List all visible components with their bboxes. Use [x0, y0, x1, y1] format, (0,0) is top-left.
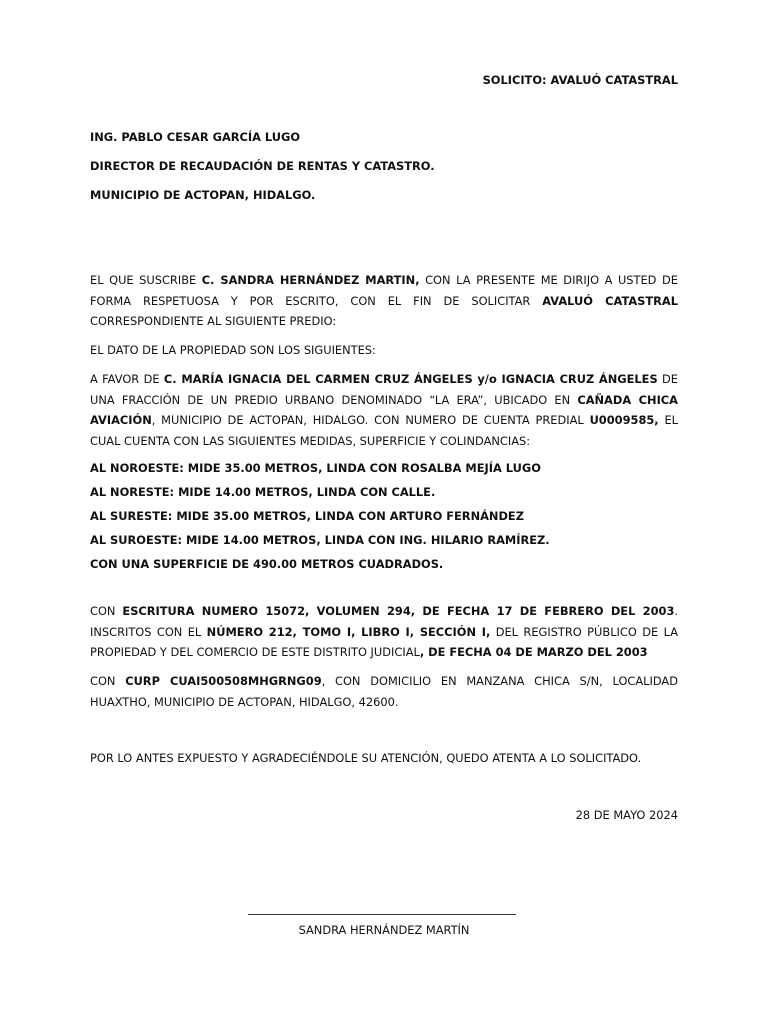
closing-line: POR LO ANTES EXPUESTO Y AGRADECIÉNDOLE SU ATENCIÓN, QUEDO ATENTA A LO SOLICITADO.: [90, 751, 642, 765]
medida-line: AL SUROESTE: MIDE 14.00 METROS, LINDA CON ING. HILARIO RAMÍREZ.: [90, 533, 550, 547]
recipient-name: ING. PABLO CESAR GARCÍA LUGO: [90, 130, 301, 144]
intro-paragraph: EL QUE SUSCRIBE C. SANDRA HERNÁNDEZ MARTIN, CON LA PRESENTE ME DIRIJO A USTED DE FORMA RESPETUOSA Y POR ESCRITO, CON EL FIN DE SOLICITAR AVALUÓ CATASTRAL CORRESPONDIENTE AL SIGUIENTE PREDIO:: [90, 273, 678, 328]
signature-line: [248, 914, 516, 915]
curp-paragraph: CON CURP CUAI500508MHGRNG09, CON DOMICILIO EN MANZANA CHICA S/N, LOCALIDAD HUAXTHO, MUNICIPIO DE ACTOPAN, HIDALGO, 42600.: [90, 674, 679, 709]
recipient-position: DIRECTOR DE RECAUDACIÓN DE RENTAS Y CATASTRO.: [90, 159, 435, 173]
superficie-line: CON UNA SUPERFICIE DE 490.00 METROS CUADRADOS.: [90, 557, 444, 571]
subject-line: SOLICITO: AVALUÓ CATASTRAL: [482, 73, 678, 87]
favor-paragraph: A FAVOR DE C. MARÍA IGNACIA DEL CARMEN CRUZ ÁNGELES y/o IGNACIA CRUZ ÁNGELES DE UNA FRACCIÓN DE UN PREDIO URBANO DENOMINADO “LA ERA”, UBICADO EN CAÑADA CHICA AVIACIÓN, MUNICIPIO DE ACTOPAN, HIDALGO. CON NUMERO DE CUENTA PREDIAL U0009585, EL CUAL CUENTA CON LAS SIGUIENTES MEDIDAS, SUPERFICIE Y COLINDANCIAS:: [90, 372, 678, 448]
escritura-paragraph: CON ESCRITURA NUMERO 15072, VOLUMEN 294, DE FECHA 17 DE FEBRERO DEL 2003. INSCRITOS CON EL NÚMERO 212, TOMO I, LIBRO I, SECCIÓN I, DEL REGISTRO PÚBLICO DE LA PROPIEDAD Y DEL COMERCIO DE ESTE DISTRITO JUDICIAL, DE FECHA 04 DE MARZO DEL 2003: [90, 604, 678, 659]
property-data-heading: EL DATO DE LA PROPIEDAD SON LOS SIGUIENTES:: [90, 343, 376, 357]
medida-line: AL SURESTE: MIDE 35.00 METROS, LINDA CON ARTURO FERNÁNDEZ: [90, 509, 524, 523]
signature-name: SANDRA HERNÁNDEZ MARTÍN: [298, 923, 470, 937]
medida-line: AL NORESTE: MIDE 14.00 METROS, LINDA CON CALLE.: [90, 485, 436, 499]
date-line: 28 DE MAYO 2024: [575, 808, 678, 822]
recipient-municipality: MUNICIPIO DE ACTOPAN, HIDALGO.: [90, 188, 316, 202]
medida-line: AL NOROESTE: MIDE 35.00 METROS, LINDA CON ROSALBA MEJÍA LUGO: [90, 461, 541, 475]
